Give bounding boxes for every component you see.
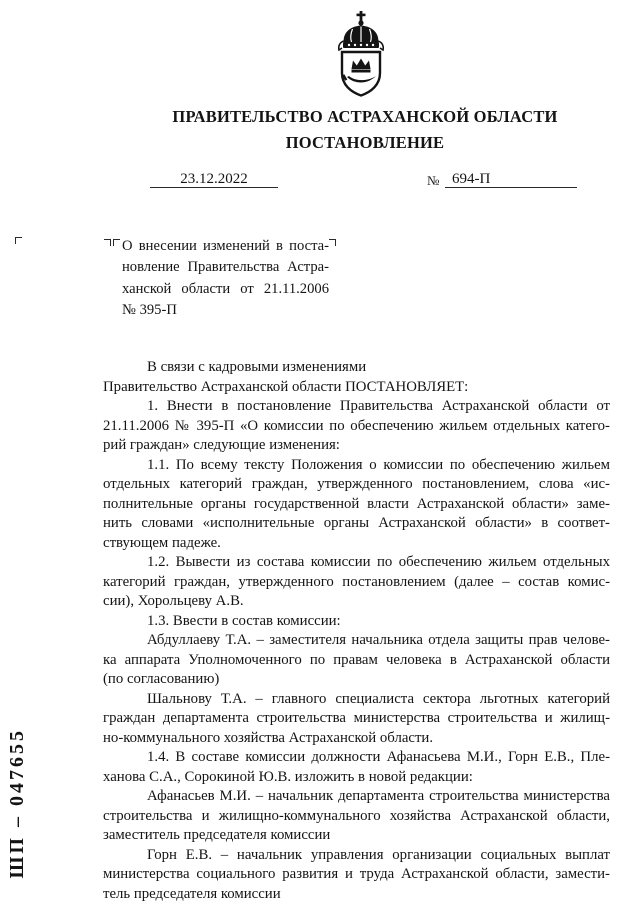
paragraph-resolves [103,378,610,398]
subject-line: ханской области от 21.11.2006 [122,280,329,297]
clause-1-3 [103,612,610,632]
member-entry-gorn [103,846,610,905]
text-line: категорий граждан, утвержденного постановлением (далее – состав комис- [103,573,610,590]
text-line: Афанасьев М.И. – начальник департамента строительства министерства [147,788,610,804]
text-line: нить словами «исполнительные органы Астраханской области» в соответ- [103,515,610,531]
document-type-title: ПОСТАНОВЛЕНИЕ [285,133,445,152]
document-subject [122,236,329,321]
subject-line: № 395-П [122,301,177,318]
text-line: сии), Хорольцеву А.В. [103,593,244,609]
text-line: 1.3. Ввести в состав комиссии: [147,612,341,629]
text-line: отдельных категорий граждан, утвержденного постановлением, слова «ис- [103,476,610,492]
text-line: Шальнову Т.А. – главного специалиста сектора льготных категорий [147,690,610,707]
text-line: ка аппарата Уполномоченного по правам человека в Астраханской области [103,651,610,668]
text-line: рий граждан» следующие изменения: [103,437,340,453]
text-line: Абдуллаеву Т.А. – заместителя начальника отдела защиты прав челове- [147,632,610,648]
text-line: 1.4. В составе комиссии должности Афанасьева М.И., Горн Е.В., Пле- [147,749,610,765]
member-entry-shalnova [103,690,610,749]
number-sign: № [427,173,440,188]
text-line: Горн Е.В. – начальник управления организации социальных выплат [147,846,610,863]
margin-corner-mark [15,237,22,244]
subject-line: О внесении изменений в поста- [122,238,329,254]
emblem-crown [339,26,384,51]
text-line: 1.1. По всему тексту Положения о комиссии по обеспечению жильем [147,456,610,473]
text-line: заместитель председателя комиссии [103,827,331,843]
subject-bracket-outer-mark [104,239,111,246]
emblem-cross [357,11,366,26]
text-line: граждан департамента строительства министерства строительства и жилищ- [103,710,610,726]
text-line: но-коммунального хозяйства Астраханской области. [103,729,434,746]
text-line: (по согласованию) [103,671,220,687]
text-line: 1. Внести в постановление Правительства Астраханской области от [147,398,610,414]
subject-bracket-right-corner [329,239,336,246]
text-line: 21.11.2006 № 395-П «О комиссии по обеспечению жильем отдельных катего- [103,417,610,434]
text-line: ханова С.А., Сорокиной Ю.В. изложить в новой редакции: [103,768,473,785]
clause-1 [103,397,610,456]
clause-1-2 [103,553,610,612]
text-line: ствующем падеже. [103,534,221,551]
clause-1-1 [103,456,610,554]
document-body [103,358,610,904]
text-line: полнительные органы государственной власти Астраханской области» заме- [103,495,610,512]
member-entry-abdullaeva [103,631,610,690]
text-line: 1.2. Вывести из состава комиссии по обеспечению жильем отдельных [147,554,610,570]
text-line: строительства и жилищно-коммунального хозяйства Астраханской области, [103,807,610,824]
authority-title: ПРАВИТЕЛЬСТВО АСТРАХАНСКОЙ ОБЛАСТИ [172,107,558,126]
document-number: 694-П [445,170,577,188]
text-line: В связи с кадровыми изменениями [147,359,367,375]
document-date: 23.12.2022 [150,170,278,188]
subject-line: новление Правительства Астра- [122,259,329,276]
clause-1-4 [103,748,610,787]
member-entry-afanasyev [103,787,610,846]
text-line: министерства социального развития и труда Астраханской области, замести- [103,866,610,882]
subject-bracket-left-corner [113,239,120,246]
text-line: Правительство Астраханской области ПОСТАНОВЛЯЕТ: [103,378,469,395]
text-line: тель председателя комиссии [103,885,281,902]
blank-serial-number: ШП – 047655 [6,728,28,879]
coat-of-arms-icon [335,11,387,97]
paragraph-intro [103,358,610,378]
